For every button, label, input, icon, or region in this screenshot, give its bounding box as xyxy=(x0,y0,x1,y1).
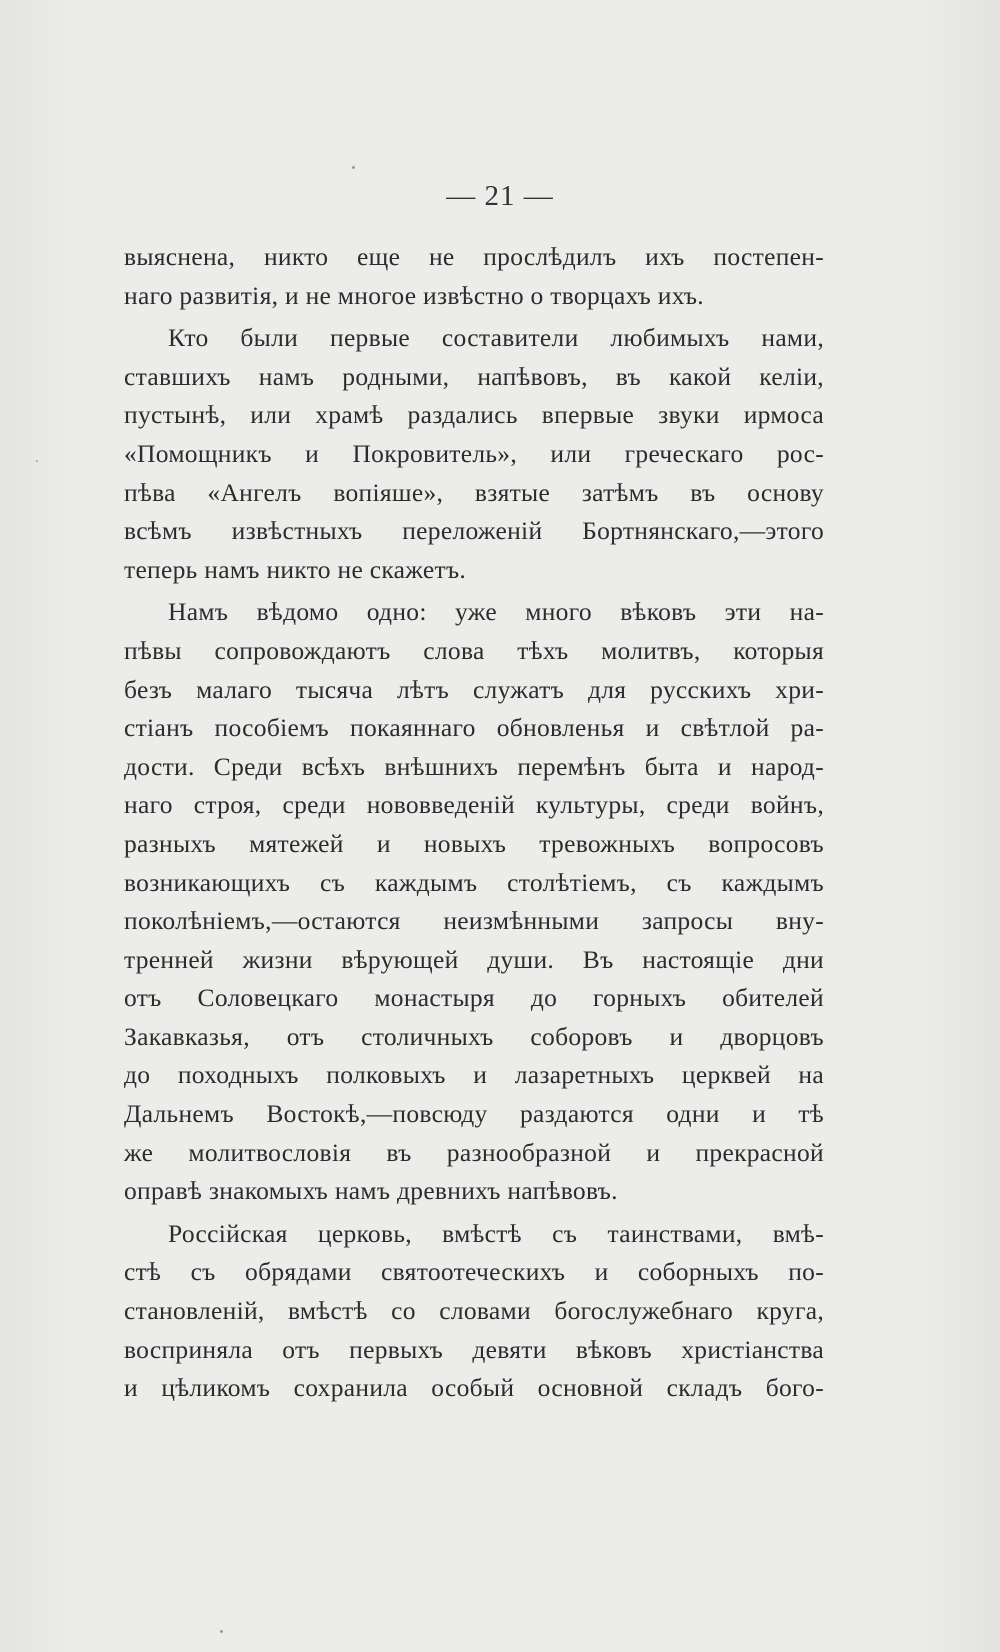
text-line: Дальнемъ Востокѣ,—повсюду раздаются одни и тѣ xyxy=(124,1099,824,1129)
text-line: и цѣликомъ сохранила особый основной складъ бого- xyxy=(124,1373,824,1403)
text-line: пустынѣ, или храмѣ раздались впервые звуки ирмоса xyxy=(124,400,824,430)
text-line: дости. Среди всѣхъ внѣшнихъ перемѣнъ быта и народ- xyxy=(124,751,824,781)
text-line: «Помощникъ и Покровитель», или греческаго рос- xyxy=(124,438,824,468)
paper-speck xyxy=(36,460,38,462)
text-line: безъ малаго тысяча лѣтъ служатъ для русскихъ хри- xyxy=(124,674,824,704)
paper-speck xyxy=(352,166,355,169)
text-line: выяснена, никто еще не прослѣдилъ ихъ постепен- xyxy=(124,242,824,271)
text-line: оправѣ знакомыхъ намъ древнихъ напѣвовъ. xyxy=(124,1176,618,1206)
text-line: наго строя, среди нововведеній культуры, среди войнъ, xyxy=(124,790,824,820)
text-line: становленій, вмѣстѣ со словами богослужебнаго круга, xyxy=(124,1296,824,1326)
text-line: наго развитія, и не многое извѣстно о творцахъ ихъ. xyxy=(124,280,704,310)
text-line: Кто были первые составители любимыхъ нами, xyxy=(168,323,824,353)
text-line: Намъ вѣдомо одно: уже много вѣковъ эти на- xyxy=(168,597,824,627)
text-line: стѣ съ обрядами святоотеческихъ и соборныхъ по- xyxy=(124,1257,824,1287)
text-line: разныхъ мятежей и новыхъ тревожныхъ вопросовъ xyxy=(124,828,824,858)
text-line: теперь намъ никто не скажетъ. xyxy=(124,554,467,584)
text-line: поколѣніемъ,—остаются неизмѣнными запросы вну- xyxy=(124,906,824,936)
body-text xyxy=(124,238,824,1408)
paper-speck xyxy=(220,1630,223,1633)
text-line: Россійская церковь, вмѣстѣ съ таинствами, вмѣ- xyxy=(168,1218,824,1248)
page-number: — 21 — xyxy=(446,180,554,212)
text-line: же молитвословія въ разнообразной и прекрасной xyxy=(124,1137,824,1167)
text-line: возникающихъ съ каждымъ столѣтіемъ, съ каждымъ xyxy=(124,867,824,897)
text-line: отъ Соловецкаго монастыря до горныхъ обителей xyxy=(124,983,824,1013)
text-line: Закавказья, отъ столичныхъ соборовъ и дворцовъ xyxy=(124,1021,824,1051)
text-line: до походныхъ полковыхъ и лазаретныхъ церквей на xyxy=(124,1060,824,1090)
text-line: восприняла отъ первыхъ девяти вѣковъ христіанства xyxy=(124,1334,824,1364)
text-line: пѣвы сопровождаютъ слова тѣхъ молитвъ, которыя xyxy=(124,635,824,665)
text-line: пѣва «Ангелъ вопіяше», взятые затѣмъ въ основу xyxy=(124,477,824,507)
text-line: стіанъ пособіемъ покаяннаго обновленья и свѣтлой ра- xyxy=(124,713,824,743)
text-line: всѣмъ извѣстныхъ переложеній Бортнянскаго,—этого xyxy=(124,516,824,546)
text-line: ставшихъ намъ родными, напѣвовъ, въ какой келіи, xyxy=(124,361,824,391)
text-line: тренней жизни вѣрующей души. Въ настоящіе дни xyxy=(124,944,824,974)
